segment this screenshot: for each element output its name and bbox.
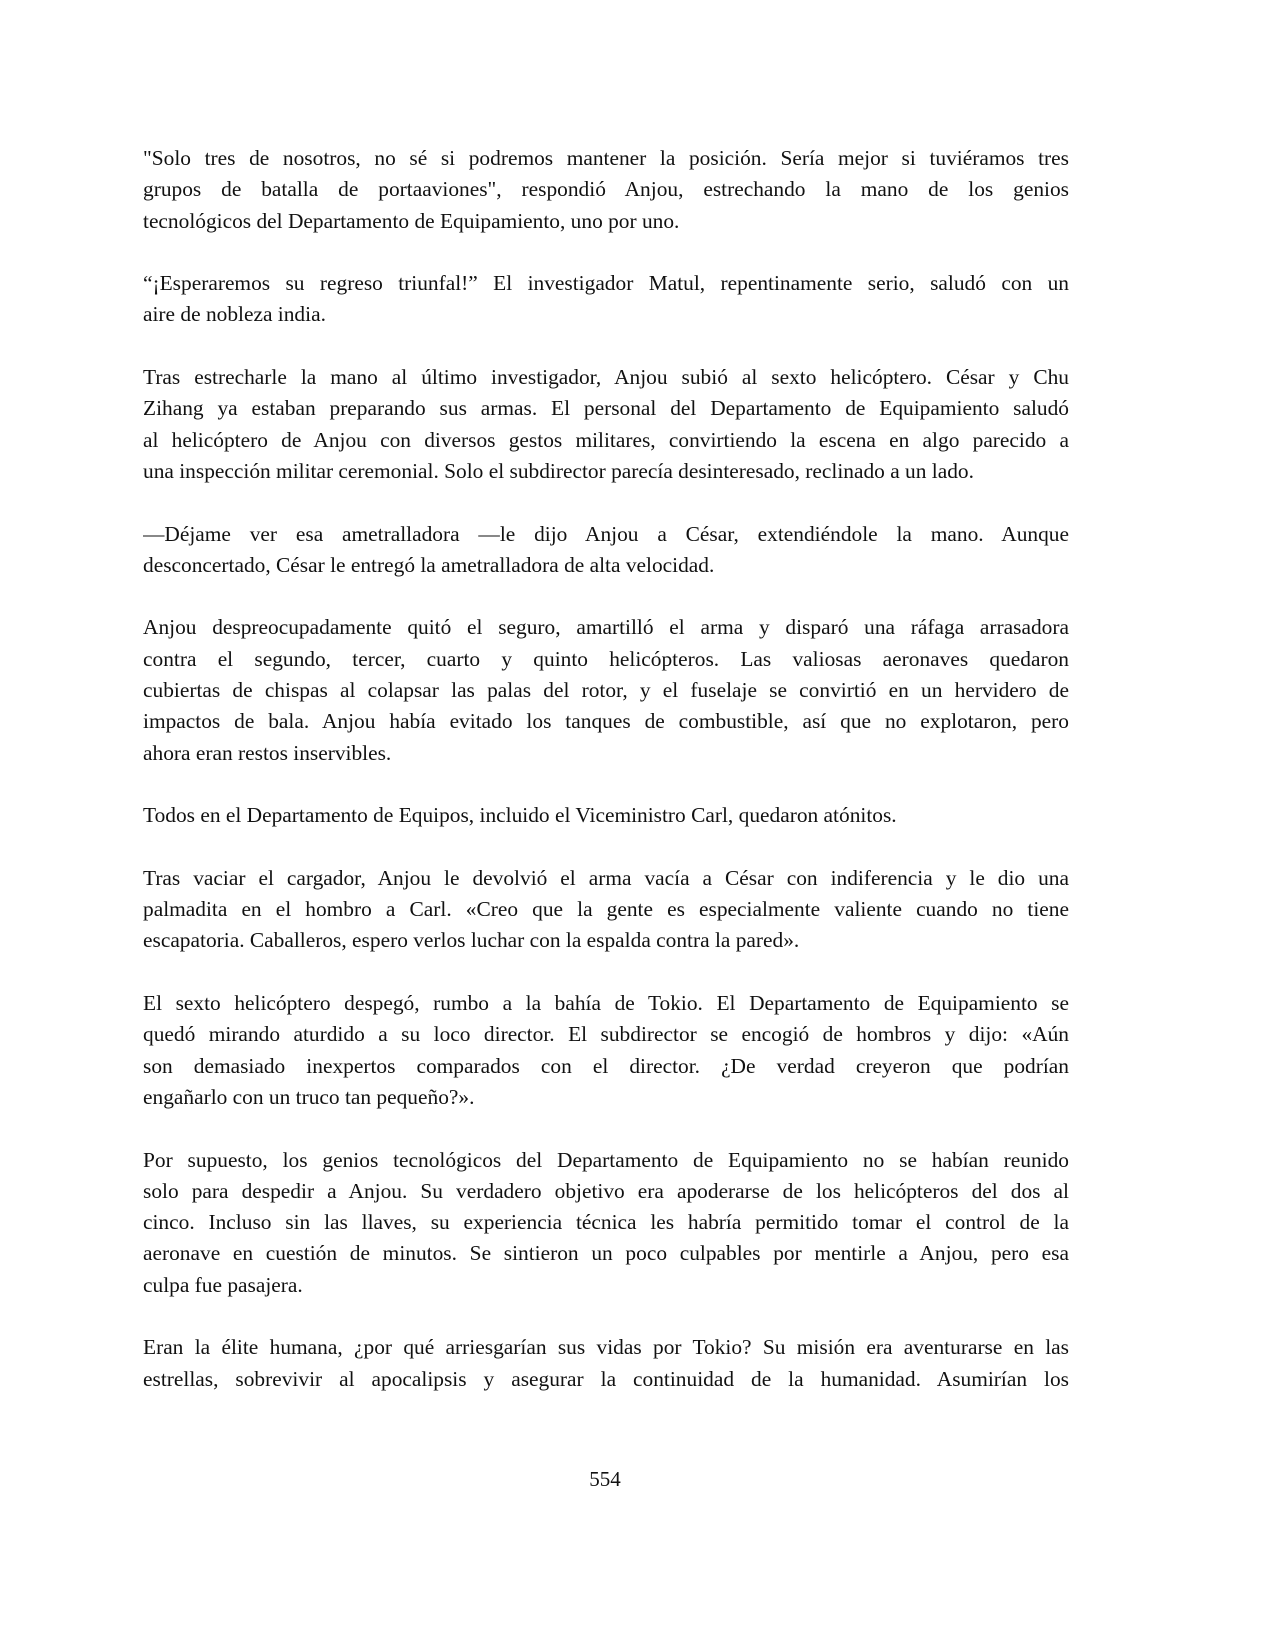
text-line: una inspección militar ceremonial. Solo el subdirector parecía desinteresado, reclinado a un lado.: [143, 458, 974, 483]
paragraph: [143, 800, 1069, 831]
text-line: grupos de batalla de portaaviones", respondió Anjou, estrechando la mano de los genios: [143, 177, 1069, 202]
paragraph: [143, 612, 1069, 768]
paragraph: [143, 1145, 1069, 1301]
text-line: —Déjame ver esa ametralladora —le dijo Anjou a César, extendiéndole la mano. Aunque: [143, 521, 1069, 546]
text-line: El sexto helicóptero despegó, rumbo a la bahía de Tokio. El Departamento de Equipamiento se: [143, 991, 1069, 1016]
text-line: quedó mirando aturdido a su loco director. El subdirector se encogió de hombros y dijo: «Aún: [143, 1022, 1069, 1047]
page-body: [143, 143, 1069, 1426]
text-line: Anjou despreocupadamente quitó el seguro, amartilló el arma y disparó una ráfaga arrasadora: [143, 615, 1069, 640]
text-line: cinco. Incluso sin las llaves, su experiencia técnica les habría permitido tomar el control de la: [143, 1210, 1069, 1235]
text-line: “¡Esperaremos su regreso triunfal!” El investigador Matul, repentinamente serio, saludó con un: [143, 271, 1069, 296]
text-line: Eran la élite humana, ¿por qué arriesgarían sus vidas por Tokio? Su misión era aventurarse en las: [143, 1335, 1069, 1360]
paragraph: [143, 863, 1069, 957]
paragraph: [143, 519, 1069, 582]
paragraph: [143, 988, 1069, 1113]
paragraph: [143, 143, 1069, 237]
text-line: estrellas, sobrevivir al apocalipsis y asegurar la continuidad de la humanidad. Asumirían los: [143, 1366, 1069, 1391]
text-line: Zihang ya estaban preparando sus armas. El personal del Departamento de Equipamiento saludó: [143, 396, 1069, 421]
text-line: solo para despedir a Anjou. Su verdadero objetivo era apoderarse de los helicópteros del dos al: [143, 1178, 1069, 1203]
text-line: impactos de bala. Anjou había evitado los tanques de combustible, así que no explotaron, pero: [143, 709, 1069, 734]
text-line: culpa fue pasajera.: [143, 1272, 303, 1297]
text-line: desconcertado, César le entregó la ametralladora de alta velocidad.: [143, 552, 715, 577]
paragraph: [143, 362, 1069, 487]
text-line: Tras estrecharle la mano al último investigador, Anjou subió al sexto helicóptero. César y Chu: [143, 365, 1069, 390]
text-line: aire de nobleza india.: [143, 302, 326, 327]
text-line: Todos en el Departamento de Equipos, incluido el Viceministro Carl, quedaron atónitos.: [143, 803, 897, 828]
text-line: Por supuesto, los genios tecnológicos del Departamento de Equipamiento no se habían reunido: [143, 1147, 1069, 1172]
text-line: al helicóptero de Anjou con diversos gestos militares, convirtiendo la escena en algo parecido a: [143, 427, 1069, 452]
text-line: cubiertas de chispas al colapsar las palas del rotor, y el fuselaje se convirtió en un hervidero de: [143, 678, 1069, 703]
page-number: 554: [589, 1467, 621, 1491]
paragraph: [143, 268, 1069, 331]
text-line: "Solo tres de nosotros, no sé si podremos mantener la posición. Sería mejor si tuviéramos tres: [143, 146, 1069, 170]
text-line: escapatoria. Caballeros, espero verlos luchar con la espalda contra la pared».: [143, 928, 800, 953]
paragraph: [143, 1332, 1069, 1395]
text-line: palmadita en el hombro a Carl. «Creo que la gente es especialmente valiente cuando no tiene: [143, 897, 1069, 922]
text-line: aeronave en cuestión de minutos. Se sintieron un poco culpables por mentirle a Anjou, pero esa: [143, 1241, 1069, 1266]
text-line: Tras vaciar el cargador, Anjou le devolvió el arma vacía a César con indiferencia y le dio una: [143, 865, 1069, 890]
text-line: son demasiado inexpertos comparados con el director. ¿De verdad creyeron que podrían: [143, 1053, 1069, 1078]
text-line: ahora eran restos inservibles.: [143, 740, 392, 765]
text-line: engañarlo con un truco tan pequeño?».: [143, 1084, 475, 1109]
text-line: contra el segundo, tercer, cuarto y quinto helicópteros. Las valiosas aeronaves quedaron: [143, 646, 1069, 671]
text-line: tecnológicos del Departamento de Equipamiento, uno por uno.: [143, 208, 680, 233]
